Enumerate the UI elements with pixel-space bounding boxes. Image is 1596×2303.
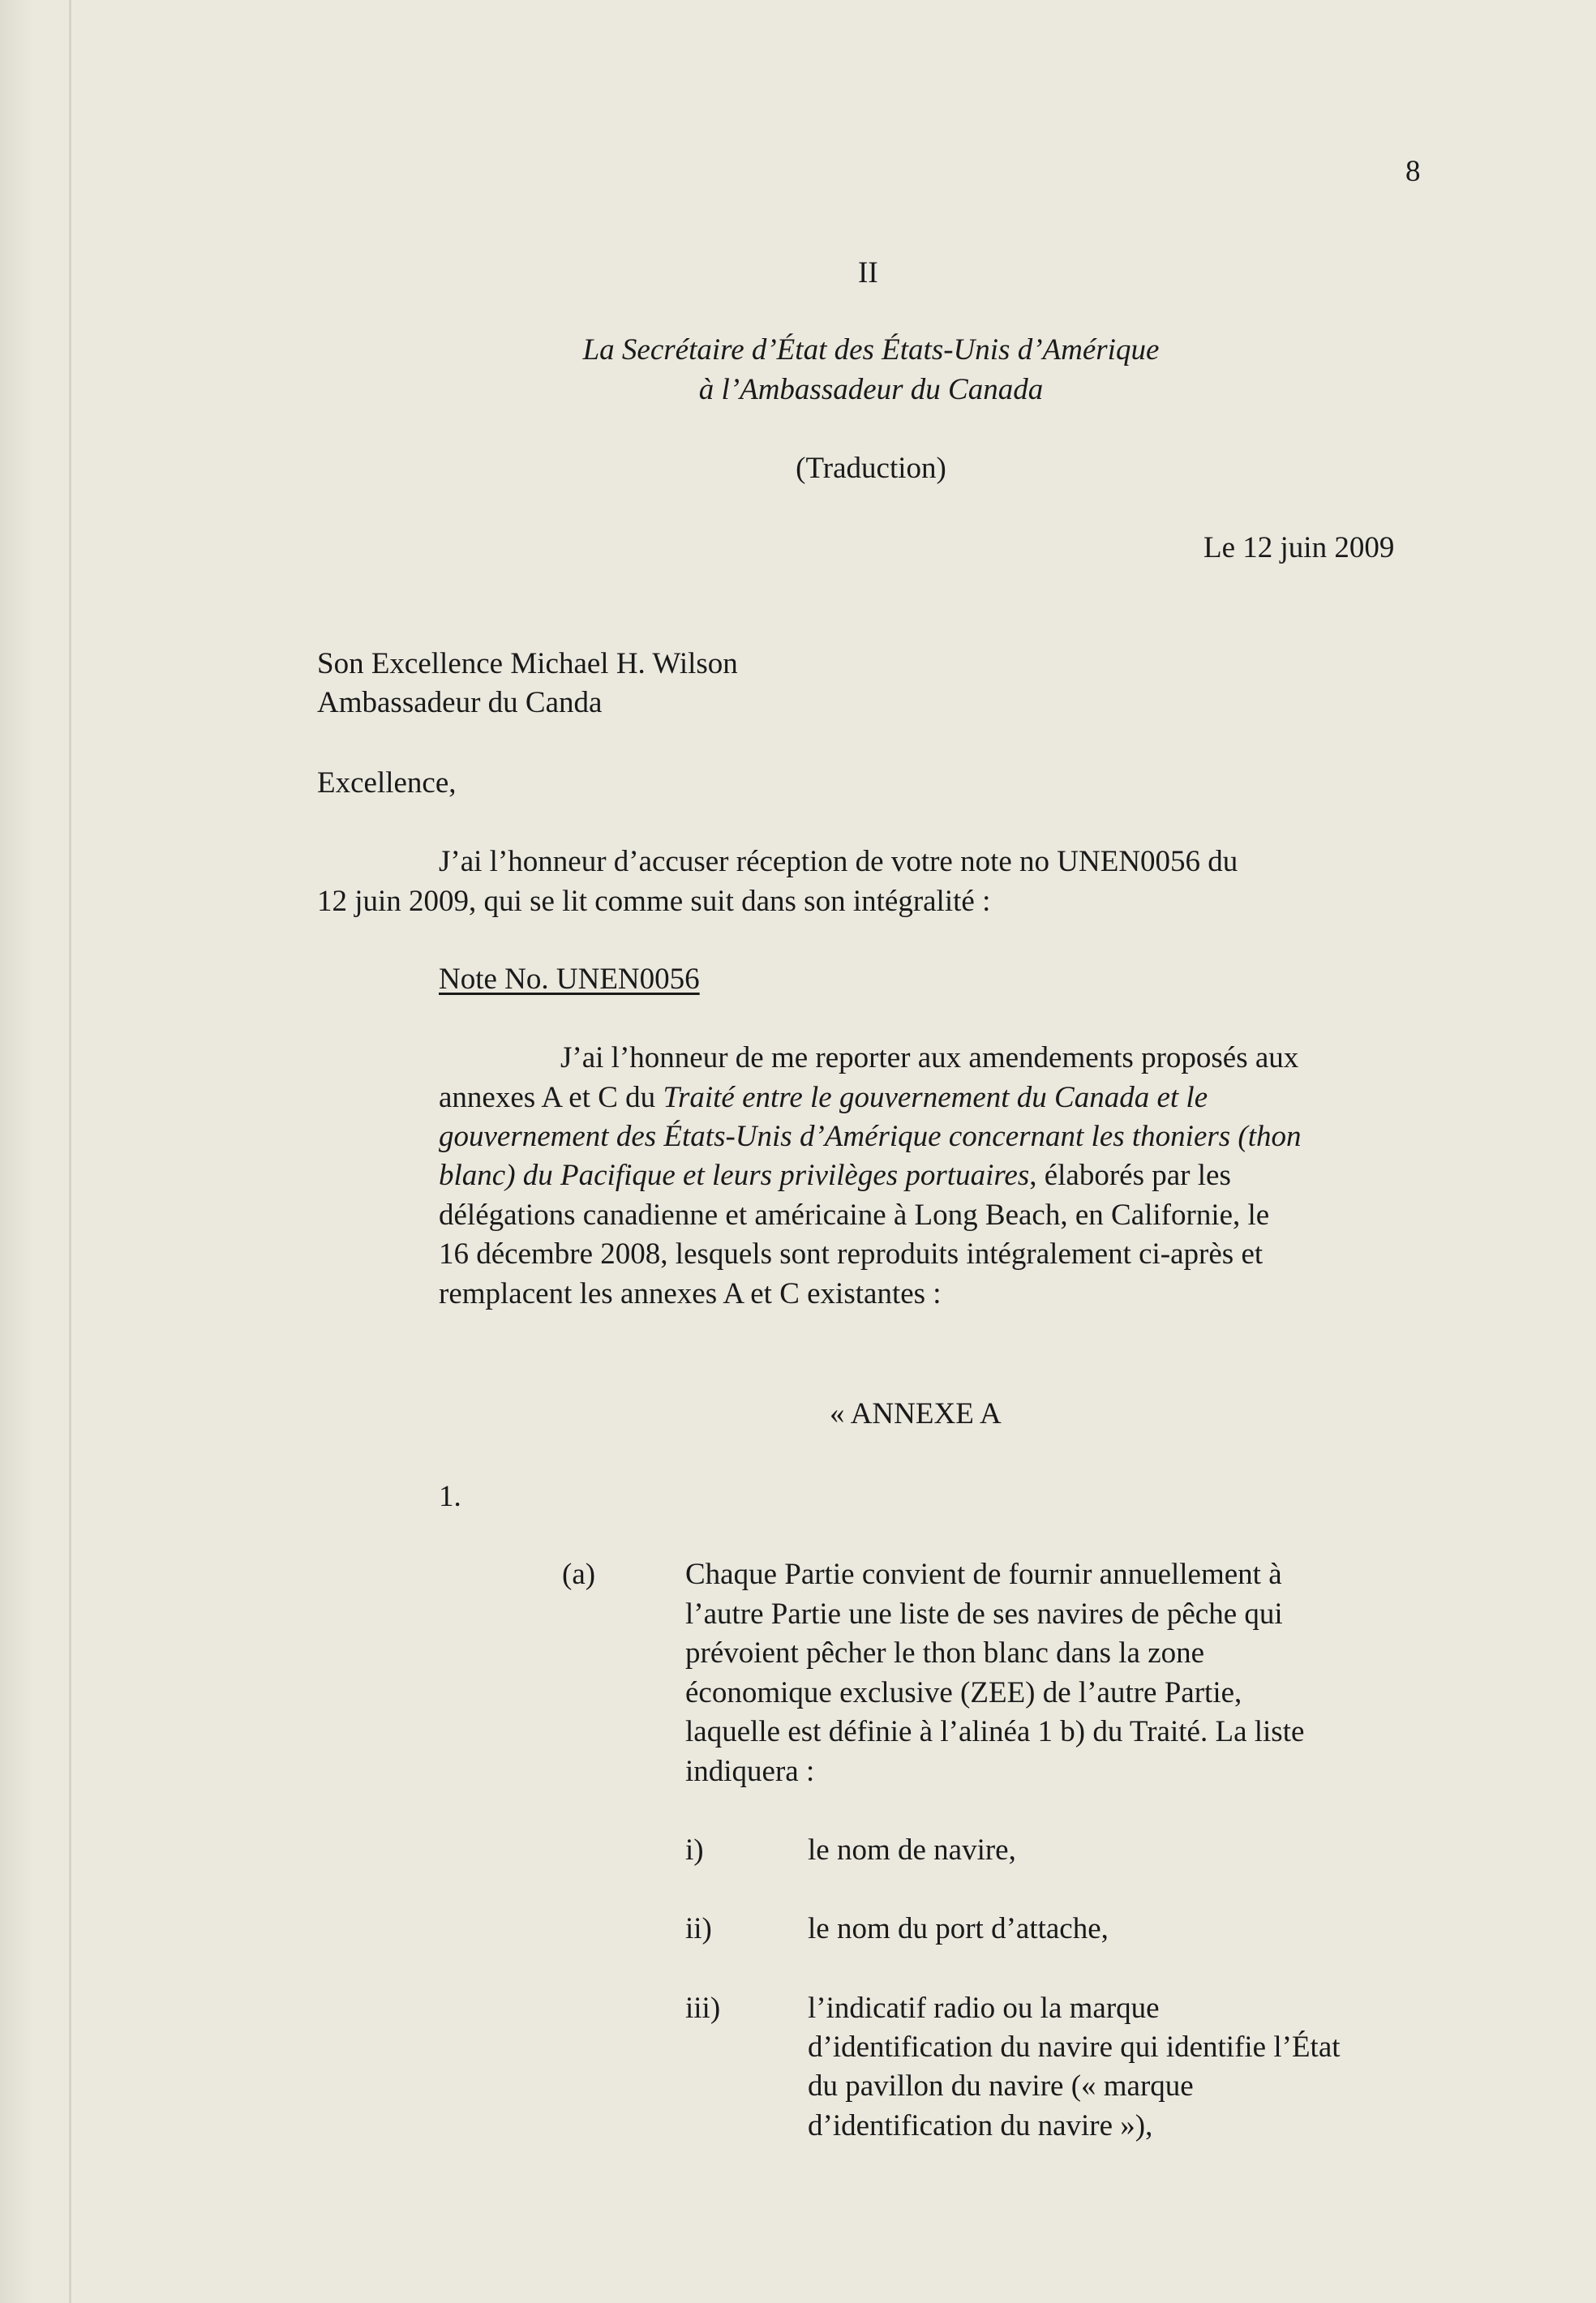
section-number: II [858, 256, 878, 289]
body-line-6: 16 décembre 2008, lesquels sont reproduits intégralement ci-après et [439, 1237, 1264, 1271]
sub-a-line-4: économique exclusive (ZEE) de l’autre Partie, [685, 1676, 1242, 1709]
treaty-title-start: Traité entre le gouvernement du Canada et le [663, 1081, 1208, 1114]
page-number: 8 [1405, 155, 1421, 188]
addressee-title: Ambassadeur du Canda [317, 686, 603, 719]
treaty-title-end: blanc) du Pacifique et leurs privilèges portuaires [439, 1159, 1030, 1192]
list-item-ii-label: ii) [685, 1912, 712, 1945]
sub-a-line-6: indiquera : [685, 1755, 815, 1788]
sub-a-line-1: Chaque Partie convient de fournir annuellement à [685, 1558, 1282, 1591]
list-item-i-label: i) [685, 1833, 704, 1867]
list-item-iii-line-2: d’identification du navire qui identifie l’État [808, 2031, 1341, 2064]
heading-line-1: La Secrétaire d’État des États-Unis d’Amérique [582, 333, 1160, 367]
list-item-iii-line-3: du pavillon du navire (« marque [808, 2069, 1194, 2103]
body-line-2 [439, 1079, 1208, 1117]
body-line-1: J’ai l’honneur de me reporter aux amendements proposés aux [560, 1041, 1299, 1074]
salutation: Excellence, [317, 766, 457, 800]
translation-note: (Traduction) [796, 452, 946, 485]
heading-line-2: à l’Ambassadeur du Canada [698, 373, 1044, 406]
intro-line-2: 12 juin 2009, qui se lit comme suit dans son intégralité : [317, 885, 991, 918]
sub-a-line-2: l’autre Partie une liste de ses navires de pêche qui [685, 1598, 1283, 1631]
body-line-4 [439, 1156, 1231, 1195]
body-line-3: gouvernement des États-Unis d’Amérique concernant les thoniers (thon [439, 1120, 1302, 1153]
list-item-i-text: le nom de navire, [808, 1833, 1016, 1867]
body-line-2-text: annexes A et C du [439, 1081, 663, 1114]
list-item-iii-line-4: d’identification du navire »), [808, 2109, 1153, 2142]
sub-a-line-3: prévoient pêcher le thon blanc dans la zone [685, 1636, 1205, 1670]
list-item-iii-line-1: l’indicatif radio ou la marque [808, 1992, 1160, 2025]
letter-date: Le 12 juin 2009 [1203, 531, 1395, 564]
body-line-4-text: , élaborés par les [1029, 1159, 1231, 1192]
item-number: 1. [439, 1480, 461, 1513]
intro-line-1: J’ai l’honneur d’accuser réception de votre note no UNEN0056 du [439, 845, 1238, 878]
body-line-5: délégations canadienne et américaine à Long Beach, en Californie, le [439, 1199, 1270, 1232]
body-line-7: remplacent les annexes A et C existantes : [439, 1277, 942, 1310]
note-title: Note No. UNEN0056 [439, 963, 700, 996]
sub-a-line-5: laquelle est définie à l’alinéa 1 b) du Traité. La liste [685, 1715, 1305, 1748]
addressee-name: Son Excellence Michael H. Wilson [317, 647, 738, 680]
list-item-ii-text: le nom du port d’attache, [808, 1912, 1109, 1945]
list-item-iii-label: iii) [685, 1992, 721, 2025]
sub-a-label: (a) [562, 1558, 596, 1591]
annex-title: « ANNEXE A [830, 1397, 1002, 1430]
